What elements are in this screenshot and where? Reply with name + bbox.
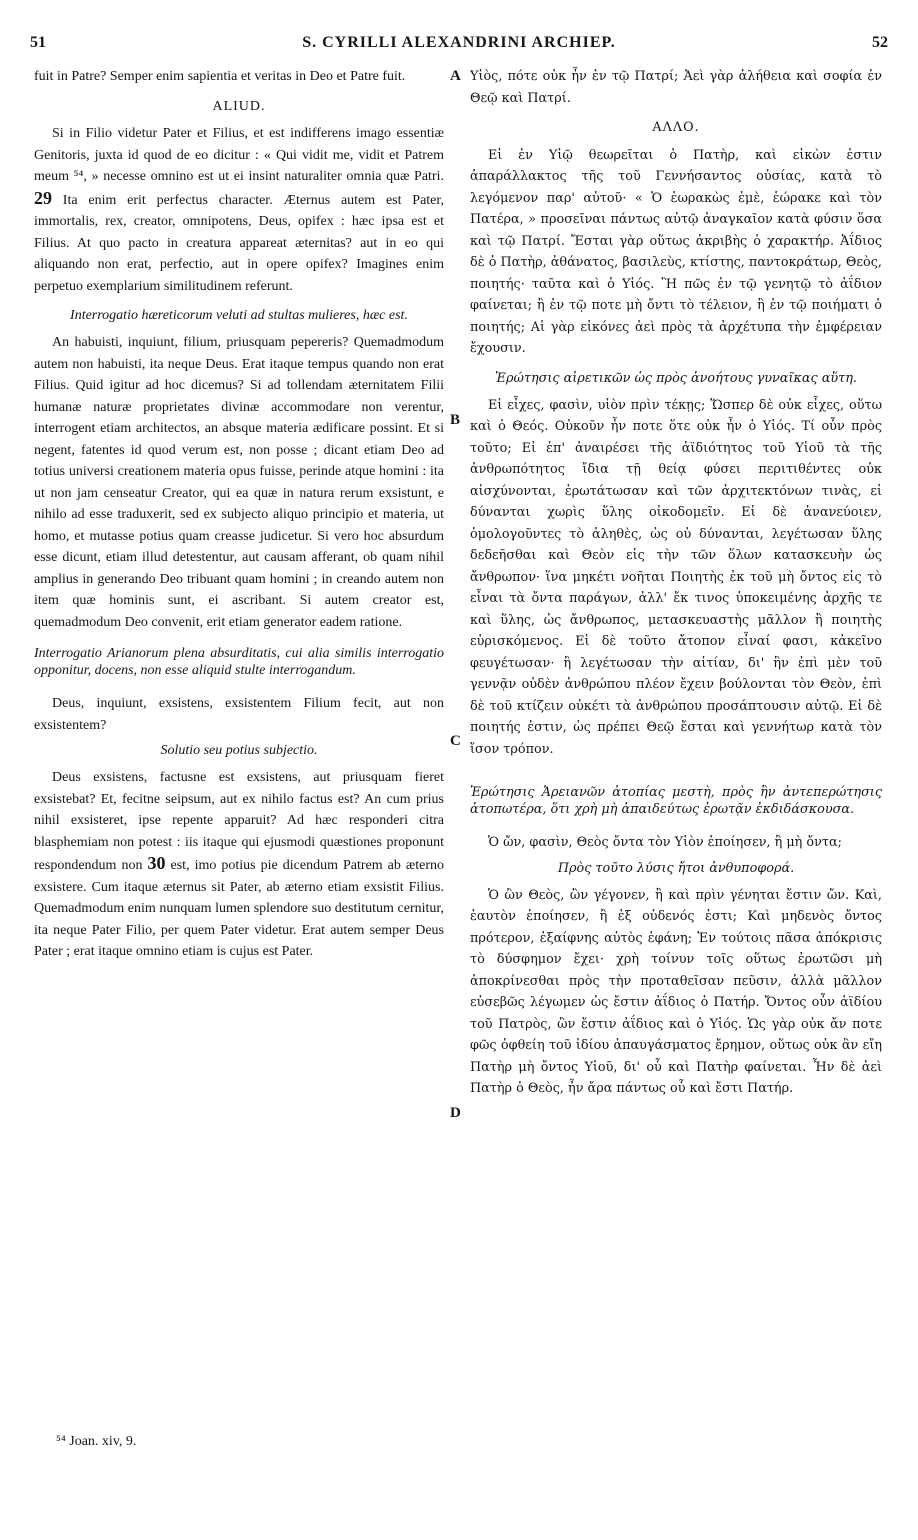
latin-arianorum-paragraph: Deus, inquiunt, exsistens, exsistentem Filium fecit, aut non exsistentem? <box>34 696 444 733</box>
page-number-left: 51 <box>30 34 46 51</box>
running-header <box>30 34 888 58</box>
greek-areianon-heading: Ἐρώτησις Ἀρειανῶν ἀτοπίας μεστὴ, πρὸς ἣν ἀντεπερώτησις ἀτοπωτέρα, ὅτι χρὴ μὴ ἀπαιδεύτως ἐρωτᾷν ἐκδιδάσκουσα. <box>470 785 882 817</box>
column-number-29: 29 <box>34 187 52 208</box>
latin-aliud-paragraph <box>34 123 444 297</box>
running-title: S. CYRILLI ALEXANDRINI ARCHIEP. <box>302 34 616 51</box>
greek-lysis-paragraph: Ὁ ὢν Θεὸς, ὢν γέγονεν, ἢ καὶ πρὶν γένηται ἔστιν ὤν. Καὶ, ἑαυτὸν ἐποίησεν, ἢ ἐξ οὐδενός ἐστι; Καὶ μηδενὸς ὄντος πρότερον, ἐξαίφνης αὐτὸς ἐφάνη; Ἐν τούτοις πᾶσα ἀπόκρισις τὸ δύσφημον ἔχει· χρὴ τοίνυν τοῖς οὕτως ἐρωτῶσι μὴ ἀποκρίνεσθαι πρὸς τὴν προταθεῖσαν πεῦσιν, ἀλλὰ μᾶλλον εὐσεβῶς λέγωμεν ὡς ἔστιν ἀΐδιος ὁ Πατήρ. Ὄντος οὖν ἀϊδίου τοῦ Πατρὸς, ὢν ἔστιν ἀΐδιος καὶ ὁ Υἱός. Ὡς γὰρ οὐκ ἄν ποτε φῶς ὀφθείη τοῦ ἰδίου ἀπαυγάσματος ἔρημον, οὕτως οὐκ ἂν εἴη Πατὴρ μὴ ὄντος Υἱοῦ, δι' οὗ καὶ Πατὴρ φαίνεται. Ἦν δὲ ἀεὶ Πατὴρ ὁ Θεὸς, ἦν ἄρα πάντως οὗ καὶ ἔστι Πατήρ. <box>470 887 882 1096</box>
latin-solutio-text-1: Deus exsistens, factusne est exsistens, aut priusquam fieret exsistebat? Et, fecitne seipsum, aut ex nihilo factus est? An cum prius nihil exsisteret, ipse repente apparuit? Ad hæc responderi citra blasphemiam non potest : iis itaque qui ejusmodi quæstiones proponunt respondendum non <box>34 770 444 873</box>
latin-aliud-heading: ALIUD. <box>212 98 266 114</box>
greek-areianon-paragraph: Ὁ ὤν, φασὶν, Θεὸς ὄντα τὸν Υἱὸν ἐποίησεν, ἢ μὴ ὄντα; <box>488 835 842 850</box>
latin-interrogatio-paragraph: An habuisti, inquiunt, filium, priusquam pepereris? Quemadmodum autem non habuisti, ita neque Deus. Erat itaque tempus quando non erat Filius. Quid igitur ad hoc dicemus? Si ad tollendam æternitatem Filii humanæ naturæ proprietates divinæ accommodare non verentur, interrogent etiam architectos, an absque materia ædificare possint. Et si negent, fatentes id quod verum est, non posse ; dicant etiam Deo ad totius universi creationem materia opus fuisse, perinde atque homini : ita ut non jam censeatur Creator, qui ea quæ in natura rerum exsistunt, e nihilo ad esse traduxerit, sed ex subjecto aliquo principio et materia, ut homo, et mutasse potius quam creasse judicetur. Si vero hoc absurdum esse dicunt, etiam illud detestentur, aut causam afferant, ob quam nihil amplius in generando Deo tribuant quam homini ; in creando autem non item quæ hominis sunt, ei ascribant. Si autem creator est, quemadmodum Deo convenit, erit etiam generator eadem ratione. <box>34 335 444 630</box>
greek-column <box>470 66 882 1100</box>
latin-aliud-text-2: Ita enim erit perfectus character. Æternus autem est Pater, immortalis, rex, creator, omnipotens, Deus, opifex : hæc ipsa est et Filius. At quo pacto in creatura appareat æternitas? aut in eo qui aliquando non erat, perfectio, aut in opere opifex? Imagines enim perpetuo exemplarium similitudinem referunt. <box>34 192 444 294</box>
latin-interrogatio-heading: Interrogatio hæreticorum veluti ad stultas mulieres, hæc est. <box>70 308 408 323</box>
greek-intro-paragraph: Υἱὸς, πότε οὐκ ἦν ἐν τῷ Πατρί; Ἀεὶ γὰρ ἀλήθεια καὶ σοφία ἐν Θεῷ καὶ Πατρί. <box>470 69 882 106</box>
greek-erotesis-paragraph: Εἰ εἶχες, φασὶν, υἱὸν πρὶν τέκῃς; Ὥσπερ δὲ οὐκ εἶχες, οὕτω καὶ ὁ Θεός. Οὐκοῦν ἦν ποτε ὅτε οὐκ ἦν ὁ Υἱός. Τί οὖν πρὸς τοῦτο; Εἰ ἐπ' ἀναιρέσει τῆς ἀϊδιότητος τοῦ Υἱοῦ τὰ τῆς ἀνθρωπότητος ἴδια τῇ θείᾳ φύσει περιτιθέντες οὐκ αἰσχύνονται, ἐρωτάτωσαν καὶ τῶν ἀρχιτεκτόνων τινὰς, εἰ δύνανται χωρὶς ὕλης οἰκοδομεῖν. Εἰ δὲ ἀνανεύοιεν, ὁμολογοῦντες τὸ ἀληθὲς, ὡς οὐ δύνανται, λεγέτωσαν ὕλης δεδεῆσθαι καὶ Θεὸν εἰς τὴν τῶν ὅλων κατασκευὴν ὡς ἄνθρωπον· ἵνα μηκέτι νοῆται Ποιητὴς ἐκ τοῦ μὴ ὄντος εἰς τὸ εἶναι τὰ ὄντα παράγων, ἀλλ' ἔκ τινος ὑποκειμένης ἀρχῆς τε καὶ ὕλης, ὡς ἄνθρωπος, μετασκευαστὴς μᾶλλον ἢ ποιητὴς εὑρισκόμενος. Εἰ δὲ τοῦτο ἄτοπον εἶναί φασι, κἀκεῖνο φευγέτωσαν· ἢ λεγέτωσαν τὴν αἰτίαν, δι' ἣν ἐπὶ μὲν τοῦ γεννᾷν οὐδὲν ἀνθρώπου πλέον ἔχειν βούλονται τὸν Θεὸν, ἐπὶ δὲ τοῦ κτίζειν οὐκέτι τὰ ἀνθρώπου προσάπτουσιν αὐτῷ. Εἰ δὲ ποιητής ἐστιν, ὡς πρέπει Θεῷ ἔσται καὶ γεννήτωρ κατὰ τὸν ἴσον τρόπον. <box>470 397 882 757</box>
latin-aliud-text-1: Si in Filio videtur Pater et Filius, et est indifferens imago essentiæ Genitoris, juxta id quod de eo dicitur : « Qui vidit me, vidit et Patrem meum ⁵⁴, » necesse omnino est ut ei insint naturaliter omnia quæ Patri. <box>34 126 444 184</box>
margin-letter-a: A <box>450 68 461 84</box>
page-number-right: 52 <box>872 34 888 51</box>
greek-erotesis-heading: Ἐρώτησις αἱρετικῶν ὡς πρὸς ἀνοήτους γυναῖκας αὕτη. <box>495 370 857 386</box>
latin-intro-paragraph: fuit in Patre? Semper enim sapientia et veritas in Deo et Patre fuit. <box>34 69 406 84</box>
latin-solutio-text-2: est, imo potius pie dicendum Patrem ab æterno exsistere. Cum itaque æternus sit Pater, ab æterno etiam exsistit Filius. Quemadmodum enim nunquam lumen splendore suo destitutum cernitur, ita neque Pater Filio, per quem Pater videtur. Erat autem semper Deus Pater ; erat itaque omnino etiam is cujus est Pater. <box>34 858 445 959</box>
footnote: ⁵⁴ Joan. xiv, 9. <box>56 1434 137 1449</box>
greek-lysis-heading: Πρὸς τοῦτο λύσις ἤτοι ἀνθυποφορά. <box>557 860 795 876</box>
latin-column <box>34 66 444 963</box>
margin-letter-b: B <box>450 412 461 428</box>
margin-letter-d: D <box>450 1105 461 1121</box>
latin-solutio-heading: Solutio seu potius subjectio. <box>160 743 318 758</box>
column-number-30: 30 <box>147 853 166 873</box>
greek-allo-paragraph: Εἰ ἐν Υἱῷ θεωρεῖται ὁ Πατὴρ, καὶ εἰκὼν ἐστιν ἀπαράλλακτος τῆς τοῦ Γεννήσαντος οὐσίας, κατὰ τὸ λεγόμενον παρ' αὐτοῦ· « Ὁ ἑωρακὼς ἐμὲ, ἑώρακε καὶ τὸν Πατέρα, » προσεῖναι πάντως αὐτῷ ἀναγκαῖον κατὰ φύσιν ὅσα καὶ τῷ Πατρί. Ἔσται γὰρ οὕτως ἀκριβὴς ὁ χαρακτήρ. Ἀΐδιος δὲ ὁ Πατὴρ, ἀθάνατος, βασιλεὺς, κτίστης, παντοκράτωρ, Θεὸς, ποιητής· ταῦτα καὶ ὁ Υἱός. Ἢ πῶς ἐν τῷ γενητῷ τὸ ἀΐδιον φαίνεται; ἢ ἐν τῷ ποτε μὴ ὄντι τὸ τέλειον, ἢ ἐν τῷ ποιήματι ὁ ποιητής; Αἱ γὰρ εἰκόνες ἀεὶ πρὸς τὰ ἀρχέτυπα τὴν ἐμφέρειαν ἔχουσιν. <box>470 147 882 356</box>
latin-arianorum-heading: Interrogatio Arianorum plena absurditatis, cui alia similis interrogatio opponitur, docens, non esse aliquid stulte interrogandum. <box>34 646 444 678</box>
latin-solutio-paragraph <box>34 767 444 963</box>
margin-letter-c: C <box>450 733 461 749</box>
greek-allo-heading: ΑΛΛΟ. <box>652 120 700 135</box>
